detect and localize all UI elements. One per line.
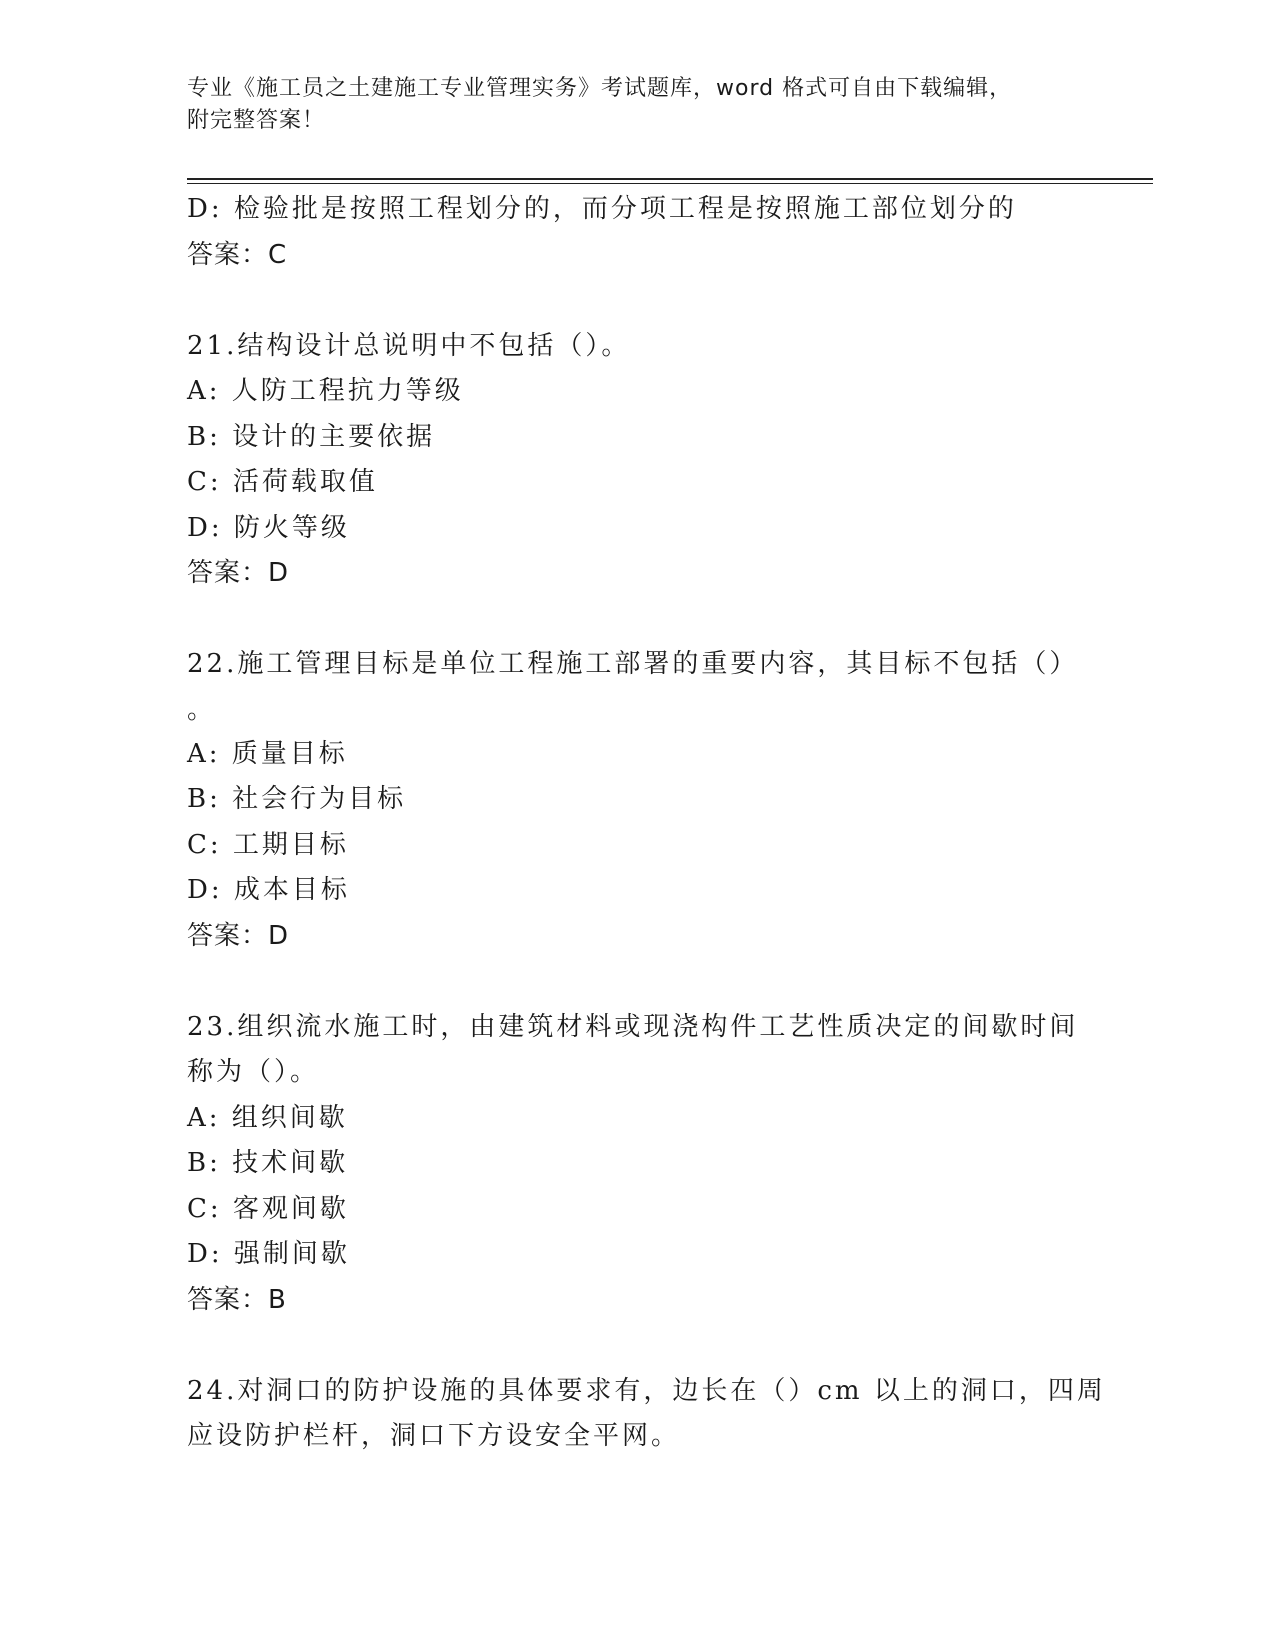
- option-b: B: 社会行为目标: [187, 784, 407, 814]
- option-c: C: 客观间歇: [187, 1193, 349, 1224]
- option-a: A: 人防工程抗力等级: [187, 376, 464, 406]
- header-divider-thin: [187, 183, 1153, 184]
- question-23: [187, 1005, 1087, 1324]
- answer: 答案：B: [187, 1284, 287, 1315]
- option-c: C: 活荷载取值: [187, 467, 378, 497]
- document-header: [187, 73, 1077, 137]
- header-line-2: 附完整答案！: [187, 108, 326, 133]
- carryover-answer: 答案：C: [187, 239, 288, 270]
- question-stem: 21.结构设计总说明中不包括（）。: [187, 330, 631, 361]
- option-b: B: 设计的主要依据: [187, 421, 436, 452]
- option-d: D: 成本目标: [187, 875, 350, 905]
- spacer: [187, 1323, 1087, 1369]
- question-stem-line-2: 应设防护栏杆，洞口下方设安全平网。: [187, 1421, 681, 1451]
- option-c: C: 工期目标: [187, 829, 349, 860]
- header-divider-thick: [187, 178, 1153, 180]
- spacer: [187, 597, 1087, 643]
- answer: 答案：D: [187, 920, 290, 951]
- option-d: D: 强制间歇: [187, 1239, 350, 1269]
- spacer: [187, 278, 1087, 324]
- question-24: [187, 1369, 1106, 1460]
- question-list: [187, 187, 1106, 1460]
- question-22: [187, 642, 1087, 959]
- option-a: A: 组织间歇: [187, 1102, 348, 1133]
- question-stem-line-2: 称为（）。: [187, 1057, 320, 1087]
- carryover-option-d: D: 检验批是按照工程划分的，而分项工程是按照施工部位划分的: [187, 194, 1017, 224]
- header-line-1: 专业《施工员之土建施工专业管理实务》考试题库，word 格式可自由下载编辑，: [187, 76, 1013, 101]
- question-stem-line-1: 22.施工管理目标是单位工程施工部署的重要内容，其目标不包括（）: [187, 649, 1079, 679]
- option-d: D: 防火等级: [187, 512, 350, 543]
- option-a: A: 质量目标: [187, 738, 348, 769]
- option-b: B: 技术间歇: [187, 1148, 349, 1178]
- question-stem-line-1: 24.对洞口的防护设施的具体要求有，边长在（）cm 以上的洞口，四周: [187, 1375, 1106, 1406]
- question-stem-line-2: 。: [187, 694, 217, 725]
- question-stem-line-1: 23.组织流水施工时，由建筑材料或现浇构件工艺性质决定的间歇时间: [187, 1011, 1079, 1042]
- answer: 答案：D: [187, 558, 290, 588]
- question-21: [187, 324, 1087, 597]
- spacer: [187, 959, 1087, 1005]
